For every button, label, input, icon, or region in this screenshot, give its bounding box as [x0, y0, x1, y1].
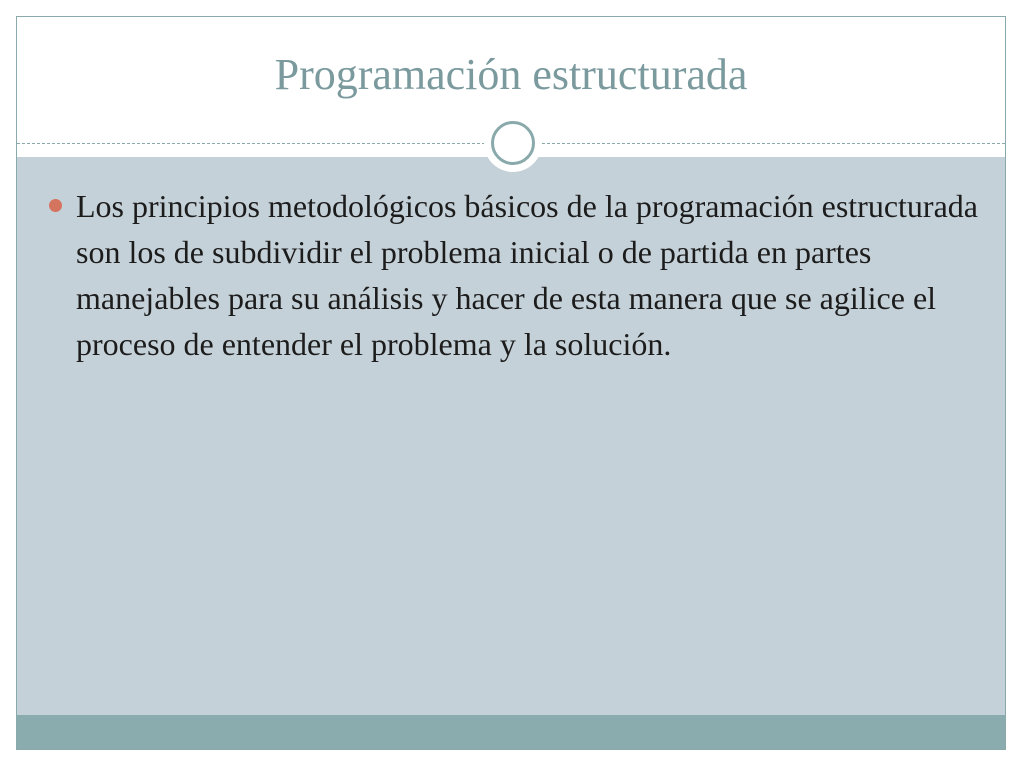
- circle-ring-icon: [491, 121, 535, 165]
- bullet-dot-icon: [49, 199, 62, 212]
- bullet-text: Los principios metodológicos básicos de la programación estructurada son los de subdividir el problema inicial o de partida en partes manejables para su análisis y hacer de esta manera que se agilice el proceso de entender el problema y la solución.: [76, 188, 978, 362]
- slide-title: Programación estructurada: [274, 50, 748, 99]
- footer-band: [17, 715, 1005, 749]
- bullet-list: [49, 183, 979, 367]
- slide: [16, 16, 1006, 750]
- bullet-item: [49, 183, 979, 367]
- circle-ornament-icon: [484, 114, 542, 172]
